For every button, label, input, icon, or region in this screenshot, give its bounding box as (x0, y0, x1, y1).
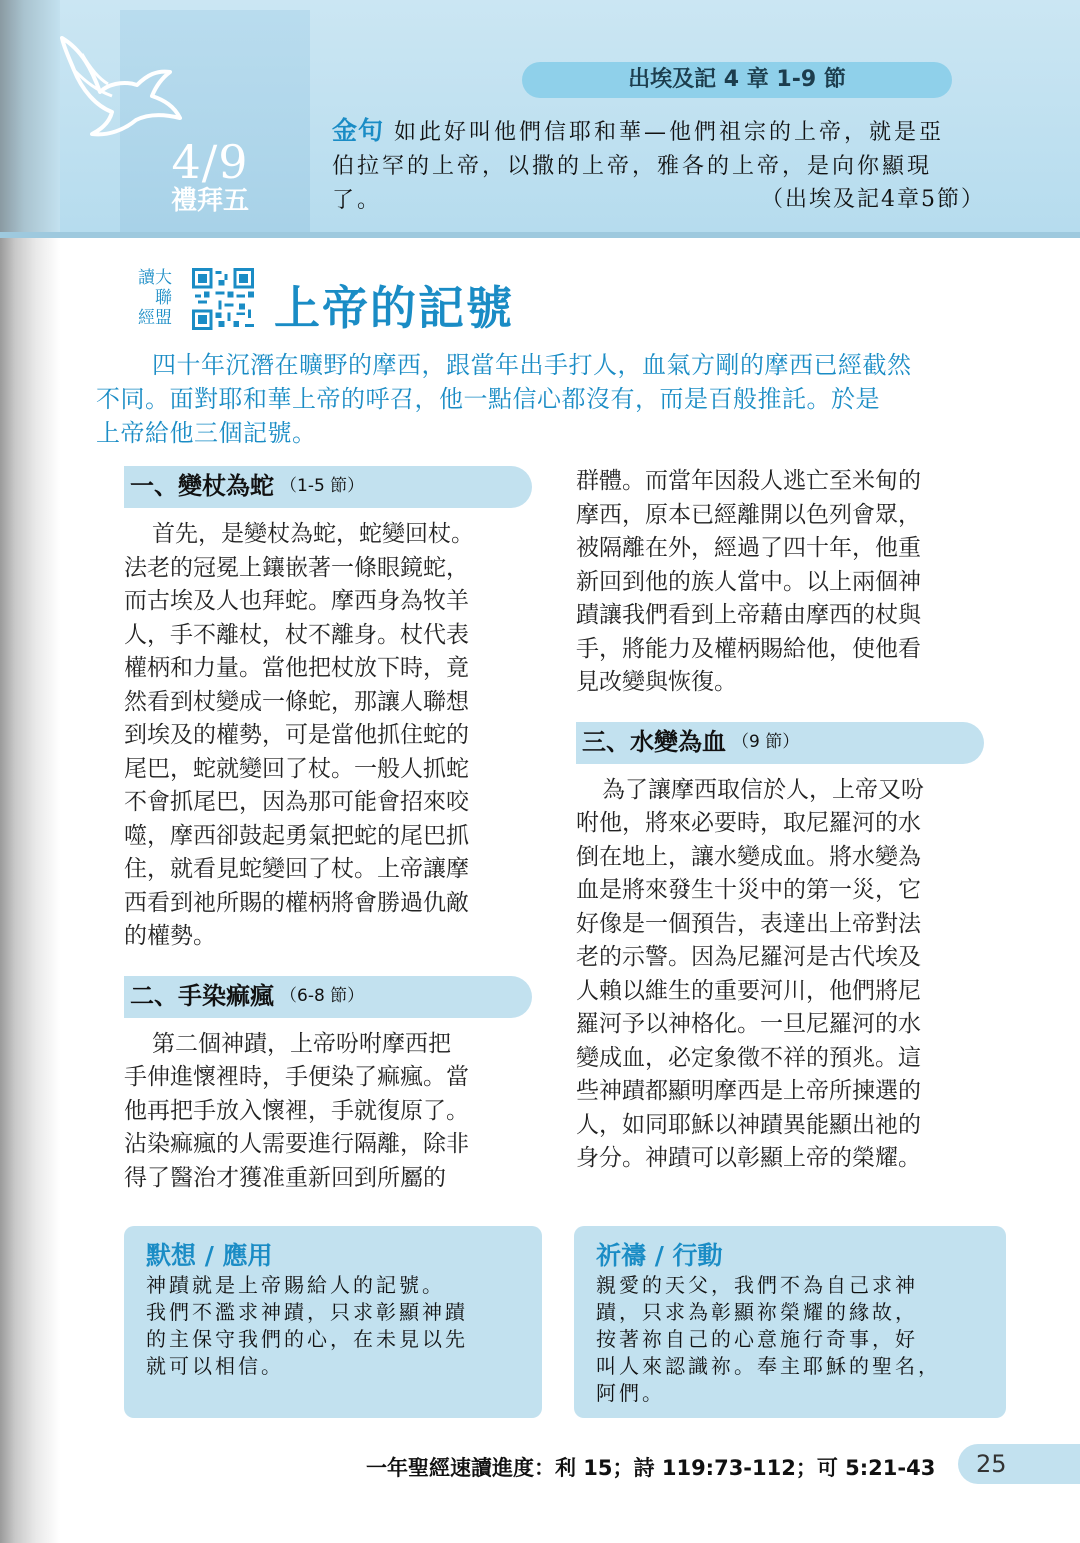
section-heading-2 (124, 976, 532, 1018)
text-line: 親愛的天父，我們不為自己求神 (596, 1273, 918, 1297)
prayer-title: 祈禱 / 行動 (596, 1241, 723, 1270)
dove-icon (52, 30, 182, 150)
text-line: 不會抓尾巴，因為那可能會招來咬 (124, 789, 469, 815)
golden-verse-line: 如此好叫他們信耶和華—他們祖宗的上帝，就是亞 (394, 120, 945, 145)
section-body-2 (124, 1028, 532, 1196)
text-line: 咐他，將來必要時，取尼羅河的水 (576, 810, 921, 836)
text-line: 得了醫治才獲准重新回到所屬的 (124, 1164, 446, 1191)
golden-verse-label: 金句 (332, 116, 385, 145)
text-line: 蹟，只求為彰顯祢榮耀的緣故， (596, 1300, 918, 1324)
text-line: 噬，摩西卻鼓起勇氣把蛇的尾巴抓 (124, 822, 469, 849)
reading-progress: 一年聖經速讀進度：利 15；詩 119:73-112；可 5:21-43 (366, 1456, 936, 1480)
text-line: 首先，是變杖為蛇，蛇變回杖。 (152, 521, 474, 547)
text-line: 群體。而當年因殺人逃亡至米甸的 (576, 468, 921, 494)
meditation-body (146, 1272, 468, 1380)
text-line: 就可以相信。 (146, 1354, 284, 1378)
section-body-1 (124, 518, 532, 954)
section-body-2-continued (576, 465, 984, 700)
text-line: 被隔離在外，經過了四十年，他重 (576, 535, 921, 561)
text-line: 摩西，原本已經離開以色列會眾， (576, 501, 921, 528)
section-heading-1 (124, 466, 532, 508)
text-line: 倒在地上，讓水變成血。將水變為 (576, 843, 921, 870)
intro-paragraph (96, 348, 984, 450)
meditation-box (124, 1226, 542, 1418)
text-line: 手，將能力及權柄賜給他，使他看 (576, 635, 921, 662)
text-line: 人，如同耶穌以神蹟異能顯出祂的 (576, 1111, 921, 1138)
text-line: 到埃及的權勢，可是當他抓住蛇的 (124, 722, 469, 748)
prayer-body (596, 1272, 941, 1407)
section-title: 二、手染痲瘋 (130, 981, 274, 1010)
golden-verse-line: 伯拉罕的上帝，以撒的上帝，雅各的上帝，是向你顯現 (332, 154, 933, 179)
text-line: 住，就看見蛇變回了杖。上帝讓摩 (124, 856, 469, 882)
page-title: 上帝的記號 (274, 281, 514, 335)
section-ref: （9 節） (732, 731, 800, 752)
text-line: 西看到祂所賜的權柄將會勝過仇敵 (124, 889, 469, 916)
date: 4/9 (171, 135, 249, 189)
text-line: 法老的冠冕上鑲嵌著一條眼鏡蛇， (124, 554, 469, 581)
text-line: 好像是一個預告，表達出上帝對法 (576, 910, 921, 937)
text-line: 蹟讓我們看到上帝藉由摩西的杖與 (576, 602, 921, 628)
qr-label (138, 268, 188, 328)
text-line: 阿們。 (596, 1381, 665, 1405)
text-line: 神蹟就是上帝賜給人的記號。 (146, 1273, 445, 1297)
section-ref: （6-8 節） (280, 985, 365, 1006)
text-line: 他再把手放入懷裡，手就復原了。 (124, 1097, 469, 1124)
intro-line: 不同。面對耶和華上帝的呼召，他一點信心都沒有，而是百般推託。於是 (96, 385, 880, 413)
text-line: 沾染痲瘋的人需要進行隔離，除非 (124, 1131, 469, 1157)
reading-reference: 出埃及記 4 章 1-9 節 (522, 62, 952, 98)
text-line: 的主保守我們的心，在未見以先 (146, 1327, 468, 1351)
section-title: 一、變杖為蛇 (130, 472, 274, 501)
qr-label-line: 讀大 (138, 268, 172, 288)
right-column (576, 465, 984, 1176)
text-line: 我們不濫求神蹟，只求彰顯神蹟 (146, 1300, 468, 1324)
page-number: 25 (958, 1444, 1080, 1484)
prayer-box (574, 1226, 1006, 1418)
text-line: 按著祢自己的心意施行奇事，好 (596, 1327, 918, 1351)
section-body-3 (576, 774, 984, 1176)
text-line: 尾巴，蛇就變回了杖。一般人抓蛇 (124, 755, 469, 782)
text-line: 手伸進懷裡時，手便染了痲瘋。當 (124, 1064, 469, 1090)
text-line: 人，手不離杖，杖不離身。杖代表 (124, 621, 469, 648)
weekday: 禮拜五 (170, 186, 249, 216)
golden-verse-citation: （出埃及記4章5節） (761, 187, 985, 212)
text-line: 身分。神蹟可以彰顯上帝的榮耀。 (576, 1145, 921, 1171)
golden-verse-line: 了。 (332, 188, 383, 213)
left-column (124, 466, 532, 1195)
qr-code-icon[interactable] (192, 268, 254, 330)
qr-label-line: 聯 (138, 288, 172, 308)
text-line: 見改變與恢復。 (576, 669, 737, 695)
intro-line: 四十年沉潛在曠野的摩西，跟當年出手打人，血氣方剛的摩西已經截然 (152, 351, 912, 379)
text-line: 血是將來發生十災中的第一災，它 (576, 877, 921, 903)
text-line: 變成血，必定象徵不祥的預兆。這 (576, 1044, 921, 1071)
section-ref: （1-5 節） (280, 476, 365, 497)
section-title: 三、水變為血 (582, 727, 726, 756)
text-line: 第二個神蹟，上帝吩咐摩西把 (152, 1030, 451, 1057)
text-line: 新回到他的族人當中。以上兩個神 (576, 568, 921, 595)
text-line: 叫人來認識祢。奉主耶穌的聖名， (596, 1354, 941, 1378)
section-heading-3 (576, 722, 984, 764)
meditation-title: 默想 / 應用 (146, 1241, 273, 1270)
text-line: 然看到杖變成一條蛇，那讓人聯想 (124, 688, 469, 715)
text-line: 人賴以維生的重要河川，他們將尼 (576, 977, 921, 1004)
text-line: 羅河予以神格化。一旦尼羅河的水 (576, 1011, 921, 1037)
text-line: 些神蹟都顯明摩西是上帝所揀選的 (576, 1078, 921, 1104)
text-line: 而古埃及人也拜蛇。摩西身為牧羊 (124, 588, 469, 614)
text-line: 為了讓摩西取信於人，上帝又吩 (602, 776, 924, 803)
header-binding-shadow (0, 0, 60, 232)
text-line: 的權勢。 (124, 923, 216, 949)
qr-label-line: 經盟 (138, 308, 172, 328)
text-line: 權柄和力量。當他把杖放下時，竟 (124, 655, 469, 681)
text-line: 老的示警。因為尼羅河是古代埃及 (576, 944, 921, 970)
intro-line: 上帝給他三個記號。 (96, 419, 317, 447)
